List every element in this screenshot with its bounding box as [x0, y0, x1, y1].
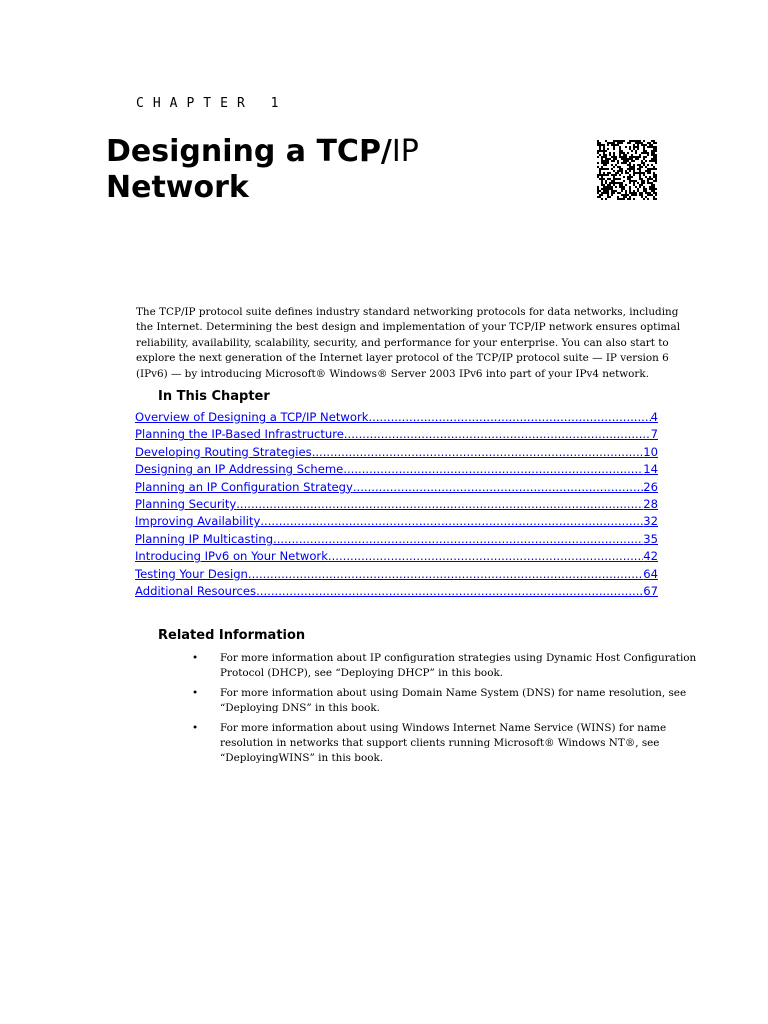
toc-leader: [328, 548, 643, 565]
toc-title: Designing an IP Addressing Scheme: [135, 462, 344, 477]
toc-leader: [344, 426, 651, 443]
toc-link-resources[interactable]: [135, 583, 658, 600]
toc-leader: [312, 444, 644, 461]
toc-page: 10: [643, 444, 658, 459]
list-item: [192, 651, 708, 681]
title-line-2: Network: [106, 170, 249, 205]
toc-leader: [236, 496, 643, 513]
toc-leader: [368, 409, 650, 426]
page-title: [106, 134, 546, 206]
toc-leader: [343, 461, 643, 478]
table-of-contents: [135, 409, 658, 600]
toc-item: [135, 496, 658, 513]
toc-item: [135, 461, 658, 478]
toc-page: 67: [643, 583, 658, 598]
toc-leader: [353, 479, 643, 496]
toc-link-routing[interactable]: [135, 444, 658, 461]
toc-link-multicasting[interactable]: [135, 531, 658, 548]
toc-item: [135, 548, 658, 565]
toc-title: Planning Security: [135, 496, 237, 511]
toc-page: 7: [650, 427, 658, 442]
in-this-chapter-heading: In This Chapter: [158, 389, 270, 404]
toc-title: Improving Availability: [135, 514, 261, 529]
title-bold-part: Designing a TCP/: [106, 134, 392, 169]
toc-title: Planning IP Multicasting: [135, 531, 274, 546]
related-information-list: [192, 651, 708, 771]
toc-page: 42: [643, 549, 658, 564]
toc-page: 26: [643, 479, 658, 494]
toc-title: Overview of Designing a TCP/IP Network: [135, 410, 369, 424]
toc-leader: [273, 531, 643, 548]
toc-link-testing[interactable]: [135, 566, 658, 583]
toc-page: 35: [643, 531, 658, 546]
bullet-icon: •: [192, 687, 199, 699]
toc-item: [135, 513, 658, 530]
list-item-text: For more information about using Domain Name System (DNS) for name resolution, see “Deploying DNS” in this book.: [220, 687, 687, 714]
qr-code-icon: [597, 140, 657, 200]
bullet-icon: •: [192, 652, 199, 664]
toc-item: [135, 531, 658, 548]
toc-item: [135, 479, 658, 496]
toc-title: Additional Resources: [135, 583, 257, 598]
toc-link-overview[interactable]: [135, 409, 658, 426]
toc-title: Planning the IP-Based Infrastructure: [135, 427, 344, 442]
list-item: [192, 686, 708, 716]
toc-link-ipv6[interactable]: [135, 548, 658, 565]
toc-page: 64: [643, 566, 658, 581]
toc-link-addressing[interactable]: [135, 461, 658, 478]
toc-item: [135, 426, 658, 443]
toc-page: 32: [643, 514, 658, 529]
toc-title: Planning an IP Configuration Strategy: [135, 479, 353, 494]
toc-title: Developing Routing Strategies: [135, 444, 312, 459]
related-information-heading: Related Information: [158, 628, 306, 643]
toc-leader: [256, 583, 643, 600]
list-item-text: For more information about using Windows Internet Name Service (WINS) for name resolution in networks that support clients running Microsoft® Windows NT®, see “DeployingWINS” in this book.: [220, 722, 667, 764]
toc-page: 28: [643, 496, 658, 511]
chapter-label: CHAPTER 1: [136, 96, 288, 111]
intro-paragraph: The TCP/IP protocol suite defines industry standard networking protocols for data networks, including the Internet. Determining the best design and implementation of your TCP/IP network ensures optimal reliability, availability, scalability, security, and performance for your enterprise. You can also start to explore the next generation of the Internet layer protocol of the TCP/IP protocol suite — IP version 6 (IPv6) — by introducing Microsoft® Windows® Server 2003 IPv6 into part of your IPv4 network.: [136, 306, 681, 380]
toc-title: Testing Your Design: [135, 566, 248, 581]
toc-page: 14: [643, 462, 658, 477]
toc-item: [135, 409, 658, 426]
toc-link-security[interactable]: [135, 496, 658, 513]
toc-link-configuration[interactable]: [135, 479, 658, 496]
toc-link-availability[interactable]: [135, 513, 658, 530]
list-item: [192, 721, 708, 766]
toc-link-infrastructure[interactable]: [135, 426, 658, 443]
toc-item: [135, 583, 658, 600]
toc-title: Introducing IPv6 on Your Network: [135, 549, 328, 564]
toc-page: 4: [650, 410, 658, 424]
toc-item: [135, 566, 658, 583]
toc-leader: [248, 566, 643, 583]
toc-item: [135, 444, 658, 461]
title-thin-part: IP: [391, 134, 419, 169]
list-item-text: For more information about IP configuration strategies using Dynamic Host Configuration Protocol (DHCP), see “Deploying DHCP” in this book.: [220, 652, 697, 679]
toc-leader: [260, 513, 643, 530]
bullet-icon: •: [192, 722, 199, 734]
